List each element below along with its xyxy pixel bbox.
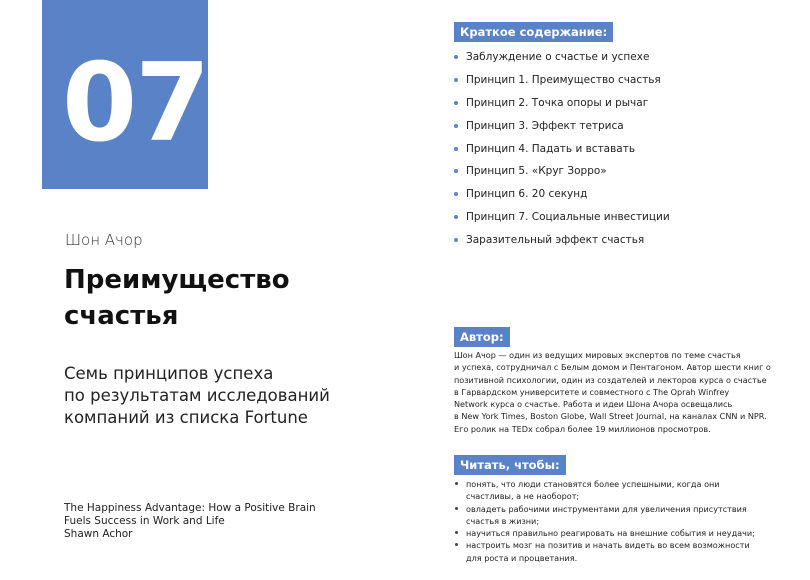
- bullet-icon: [454, 78, 458, 82]
- subtitle-line: по результатам исследований: [64, 386, 330, 405]
- read-goal-item: [454, 503, 755, 528]
- contents-list: [452, 49, 670, 255]
- original-title-line: The Happiness Advantage: How a Positive Brain: [64, 502, 316, 514]
- read-goal-line: понять, что люди становятся более успешными, когда они: [466, 479, 720, 489]
- bullet-icon: [454, 215, 458, 219]
- bullet-icon: [455, 482, 458, 485]
- author-bio-line: в New York Times, Boston Globe, Wall Street Journal, на каналах CNN и NPR.: [454, 411, 767, 422]
- contents-item-label: Принцип 1. Преимущество счастья: [466, 73, 661, 86]
- contents-item-label: Заблуждение о счастье и успехе: [466, 51, 650, 63]
- book-title-line: счастья: [64, 301, 179, 331]
- contents-item-label: Принцип 3. Эффект тетриса: [466, 119, 624, 132]
- bullet-icon: [454, 55, 458, 59]
- subtitle-line: компаний из списка Fortune: [64, 408, 308, 427]
- book-title: [64, 262, 384, 334]
- author-bio: [454, 349, 771, 435]
- contents-heading: Краткое содержание:: [454, 22, 613, 42]
- read-goal-line: счастья в жизни;: [466, 515, 540, 526]
- original-author-line: Shawn Achor: [64, 528, 133, 540]
- original-title-line: Fuels Success in Work and Life: [64, 515, 225, 527]
- author-bio-line: Network курса о счастье. Работа и идеи Шона Ачора освещались: [454, 399, 733, 410]
- contents-item[interactable]: [452, 141, 670, 164]
- read-goal-line: научиться правильно реагировать на внешние события и неудачи;: [466, 528, 755, 539]
- contents-item[interactable]: [452, 118, 670, 141]
- contents-item-label: Принцип 6. 20 секунд: [466, 188, 588, 201]
- bullet-icon: [454, 124, 458, 128]
- read-goal-line: настроить мозг на позитив и начать видеть во всем возможности: [466, 540, 750, 551]
- read-heading: Читать, чтобы:: [454, 455, 566, 475]
- read-goal-item: [454, 527, 755, 539]
- author-name: Шон Ачор: [65, 231, 143, 249]
- contents-item-label: Заразительный эффект счастья: [466, 234, 645, 247]
- book-title-line: Преимущество: [64, 265, 290, 295]
- contents-item-label: Принцип 2. Точка опоры и рычаг: [466, 96, 649, 109]
- read-goal-item: [454, 478, 755, 503]
- read-goal-line: овладеть рабочими инструментами для увеличения присутствия: [466, 503, 747, 514]
- author-heading: Автор:: [454, 327, 510, 347]
- read-goal-line: счастливы, а не наоборот;: [466, 491, 580, 502]
- bullet-icon: [454, 101, 458, 105]
- contents-item[interactable]: [452, 163, 670, 186]
- read-goals-list: [454, 478, 755, 564]
- subtitle-line: Семь принципов успеха: [64, 364, 274, 383]
- contents-item[interactable]: [452, 72, 670, 95]
- read-goal-item: [454, 539, 755, 564]
- bullet-icon: [454, 169, 458, 173]
- contents-item-label: Принцип 5. «Круг Зорро»: [466, 165, 607, 178]
- author-bio-line: в Гарвардском университете и совместного с The Oprah Winfrey: [454, 386, 730, 397]
- chapter-number-block: [42, 0, 208, 189]
- bullet-icon: [454, 238, 458, 242]
- contents-item[interactable]: [452, 186, 670, 209]
- contents-item-label: Принцип 7. Социальные инвестиции: [466, 211, 670, 224]
- contents-item[interactable]: [452, 95, 670, 118]
- bullet-icon: [454, 192, 458, 196]
- author-bio-line: Его ролик на TEDx собрал более 19 миллионов просмотров.: [454, 423, 711, 434]
- bullet-icon: [455, 507, 458, 510]
- book-subtitle: [64, 363, 394, 429]
- contents-item[interactable]: [452, 232, 670, 255]
- bullet-icon: [455, 543, 458, 546]
- bullet-icon: [454, 147, 458, 151]
- author-bio-line: позитивной психологии, один из создателей и лекторов курса о счастье: [454, 374, 767, 385]
- contents-item-label: Принцип 4. Падать и вставать: [466, 142, 636, 155]
- author-bio-line: и успеха, сотрудничал с Белым домом и Пентагоном. Автор шести книг о: [454, 362, 771, 373]
- chapter-number: 07: [62, 41, 209, 166]
- author-bio-line: Шон Ачор — один из ведущих мировых экспертов по теме счастья: [454, 350, 741, 360]
- bullet-icon: [455, 531, 458, 534]
- read-goal-line: для роста и процветания.: [466, 552, 578, 563]
- original-title: [64, 502, 316, 541]
- contents-item[interactable]: [452, 49, 670, 72]
- contents-item[interactable]: [452, 209, 670, 232]
